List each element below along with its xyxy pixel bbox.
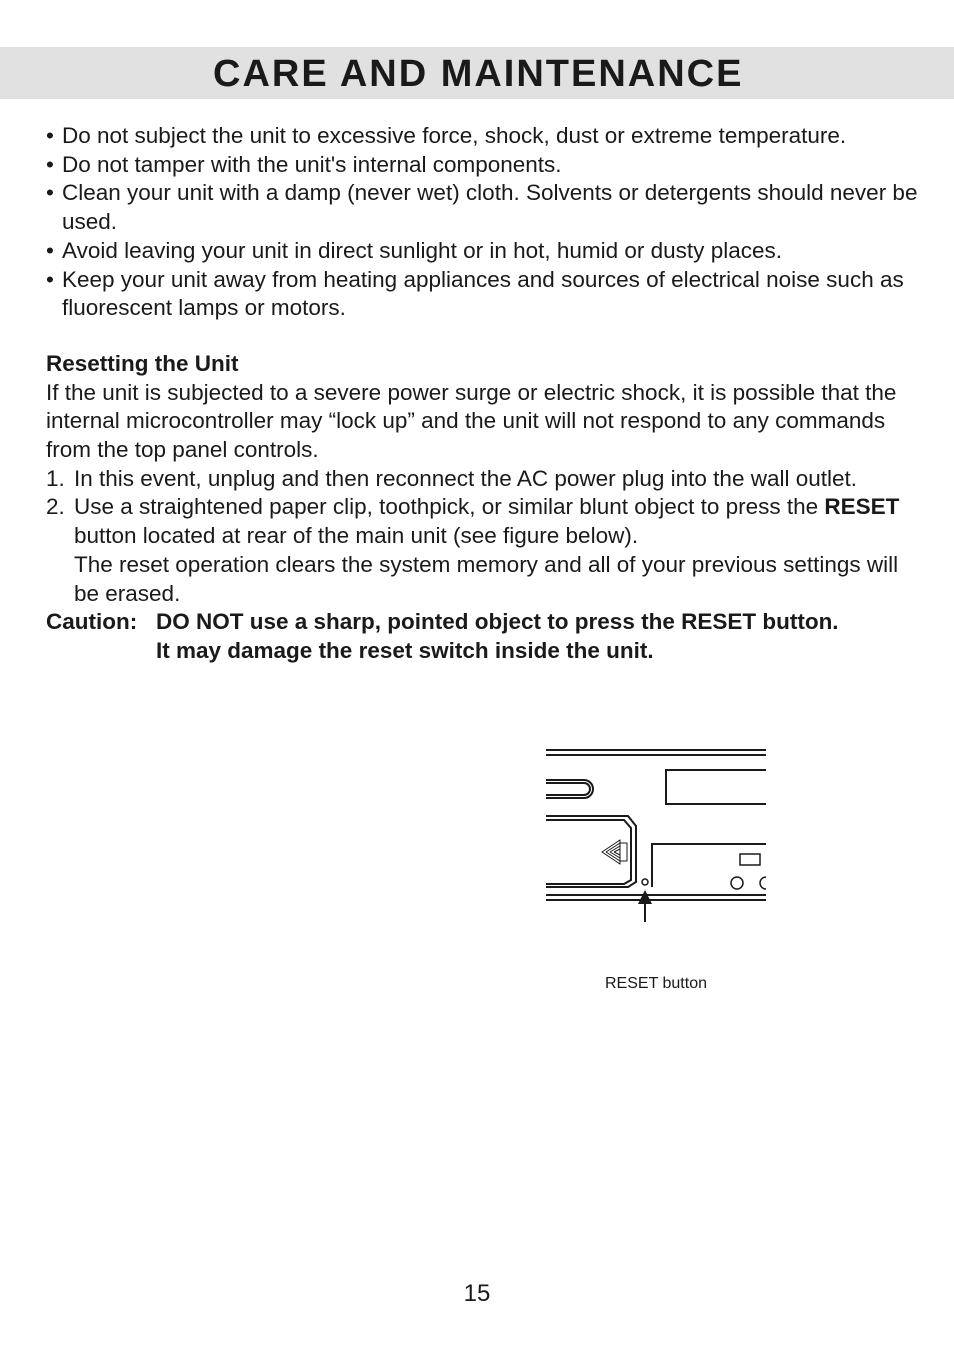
reset-keyword: RESET bbox=[824, 494, 900, 520]
panel-knob-partial bbox=[760, 877, 766, 889]
step-item bbox=[46, 493, 926, 608]
section-heading: Resetting the Unit bbox=[46, 350, 239, 376]
list-item-text: Clean your unit with a damp (never wet) cloth. Solvents or detergents should never be used. bbox=[62, 180, 918, 235]
step-note: The reset operation clears the system memory and all of your previous settings will be erased. bbox=[74, 551, 899, 606]
caution-text: It may damage the reset switch inside the unit. bbox=[156, 637, 654, 663]
page-content bbox=[46, 122, 926, 666]
step-text: Use a straightened paper clip, toothpick, or similar blunt object to press the bbox=[74, 494, 819, 520]
list-item-text: Do not subject the unit to excessive force, shock, dust or extreme temperature. bbox=[62, 123, 847, 148]
list-item bbox=[46, 179, 926, 236]
list-item bbox=[46, 237, 926, 266]
reset-hole-icon bbox=[642, 879, 648, 885]
figure-caption: RESET button bbox=[605, 975, 707, 992]
indicator-window bbox=[740, 854, 760, 865]
list-item bbox=[46, 266, 926, 323]
release-arrow-icon bbox=[602, 840, 627, 864]
panel-knob bbox=[731, 877, 743, 889]
list-item bbox=[46, 151, 926, 180]
section-spacer bbox=[46, 323, 926, 350]
caution-label: Caution: bbox=[46, 609, 138, 635]
step-number: 1. bbox=[46, 465, 65, 491]
step-item bbox=[46, 465, 926, 494]
care-list bbox=[46, 122, 926, 323]
step-number: 2. bbox=[46, 494, 65, 520]
section-intro: If the unit is subjected to a severe power surge or electric shock, it is possible that the internal microcontroller may “lock up” and the unit will not respond to any commands from the top panel controls. bbox=[46, 379, 897, 463]
title-banner bbox=[0, 47, 954, 99]
bullet-glyph: • bbox=[46, 151, 54, 177]
bullet-glyph: • bbox=[46, 266, 54, 292]
page-title: CARE AND MAINTENANCE bbox=[213, 53, 744, 95]
list-item-text: Do not tamper with the unit's internal components. bbox=[62, 151, 562, 177]
list-item bbox=[46, 122, 926, 151]
faceplate-outline-inner bbox=[546, 820, 631, 884]
slot-outline-inner bbox=[546, 783, 590, 795]
list-item-text: Avoid leaving your unit in direct sunlight or in hot, humid or dusty places. bbox=[62, 237, 782, 263]
display-window bbox=[666, 770, 766, 804]
faceplate-outline bbox=[546, 816, 636, 887]
caution-text: DO NOT use a sharp, pointed object to press the RESET button. bbox=[156, 609, 839, 635]
reset-button-figure bbox=[540, 742, 780, 922]
list-item-text: Keep your unit away from heating appliances and sources of electrical noise such as fluorescent lamps or motors. bbox=[62, 266, 904, 321]
bullet-glyph: • bbox=[46, 180, 54, 206]
bullet-glyph: • bbox=[46, 123, 54, 148]
bullet-glyph: • bbox=[46, 237, 54, 263]
caution-block bbox=[46, 608, 926, 665]
page-number: 15 bbox=[463, 1280, 491, 1307]
step-text: In this event, unplug and then reconnect the AC power plug into the wall outlet. bbox=[74, 465, 858, 491]
step-text-continued: button located at rear of the main unit (see figure below). bbox=[74, 523, 639, 549]
